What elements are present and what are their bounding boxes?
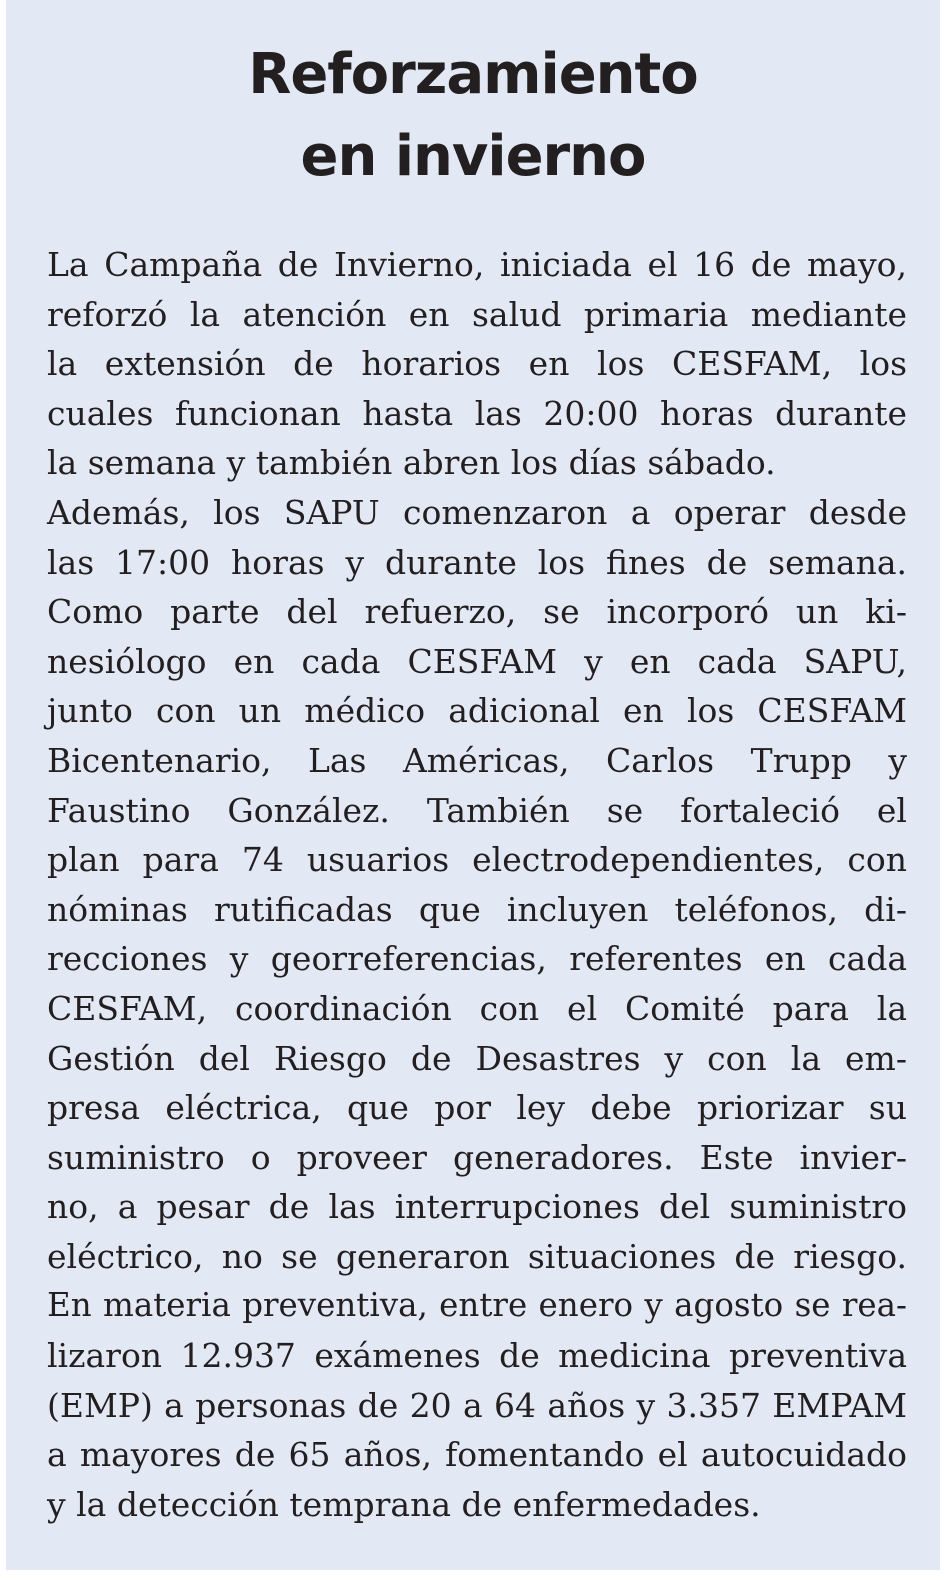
body-line: Faustino González. También se fortaleció el [47,790,907,830]
body-line: presa eléctrica, que por ley debe priorizar su [47,1088,907,1128]
body-line: junto con un médico adicional en los CESFAM [47,691,907,731]
article-body [47,240,907,1529]
body-line: nesiólogo en cada CESFAM y en cada SAPU, [47,641,907,681]
body-line: cuales funcionan hasta las 20:00 horas durante [47,393,907,433]
body-line: recciones y georreferencias, referentes en cada [47,939,907,979]
body-line: Además, los SAPU comenzaron a operar desde [47,492,907,532]
body-line: la semana y también abren los días sábado. [47,443,776,483]
body-line: Como parte del refuerzo, se incorporó un ki- [47,592,907,632]
article-title [6,34,940,198]
body-line: Gestión del Riesgo de Desastres y con la em- [47,1038,907,1078]
body-line: la extensión de horarios en los CESFAM, los [47,344,907,384]
body-line: las 17:00 horas y durante los fines de semana. [47,542,907,582]
body-line: CESFAM, coordinación con el Comité para la [47,988,907,1028]
body-line: (EMP) a personas de 20 a 64 años y 3.357 EMPAM [47,1385,907,1425]
body-line: a mayores de 65 años, fomentando el autocuidado [47,1435,907,1475]
body-line: y la detección temprana de enfermedades. [47,1484,761,1524]
body-line: reforzó la atención en salud primaria mediante [47,294,907,334]
body-line: eléctrico, no se generaron situaciones de riesgo. [47,1236,907,1276]
body-line: suministro o proveer generadores. Este invier- [47,1137,907,1177]
body-line: plan para 74 usuarios electrodependientes, con [47,840,907,880]
title-line-2: en invierno [300,124,646,189]
body-line: nóminas rutificadas que incluyen teléfonos, di- [47,889,907,929]
body-line: En materia preventiva, entre enero y agosto se rea- [47,1286,907,1325]
body-line: La Campaña de Invierno, iniciada el 16 de mayo, [47,245,907,284]
title-line-1: Reforzamiento [248,42,698,107]
body-line: Bicentenario, Las Américas, Carlos Trupp y [47,740,907,780]
body-line: lizaron 12.937 exámenes de medicina preventiva [47,1336,907,1376]
article-box [6,0,940,1570]
body-line: no, a pesar de las interrupciones del suministro [47,1187,907,1227]
